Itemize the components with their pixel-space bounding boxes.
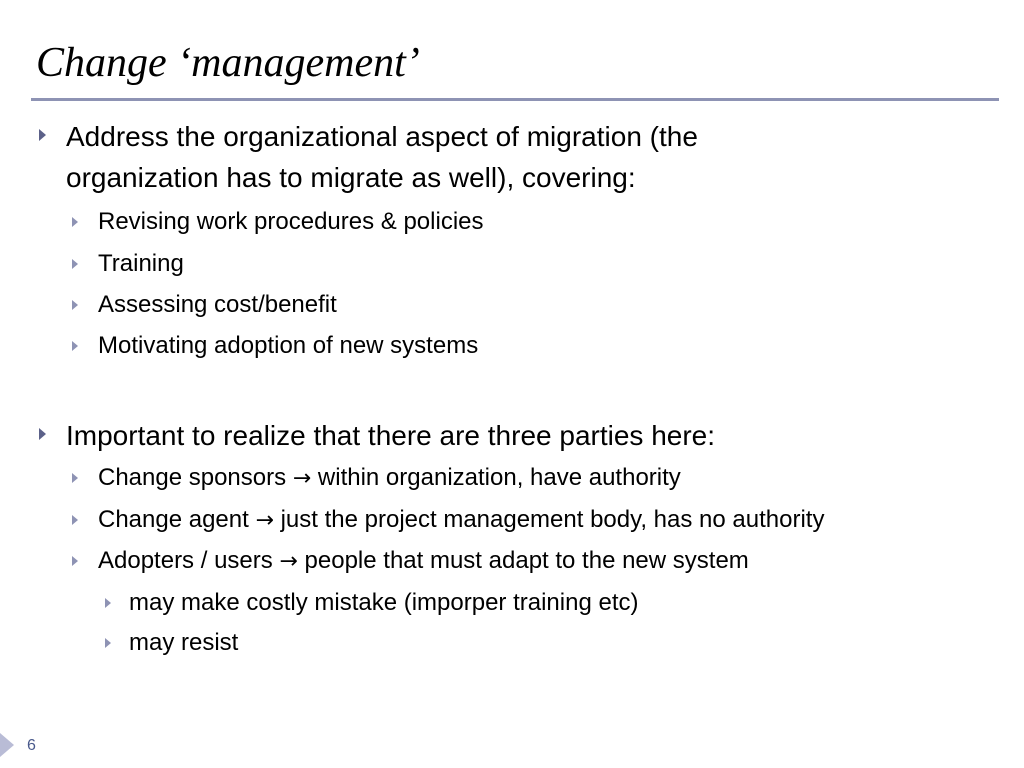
sub-bullet-text: Motivating adoption of new systems [98,332,479,359]
page-number: 6 [27,737,36,754]
sub-sub-bullet-may-resist [129,629,238,657]
sub-bullet-assessing [98,291,337,319]
bullet-text: Important to realize that there are three parties here: [66,420,716,451]
party-term: Change sponsors [98,464,287,491]
sub-sub-bullet-text: may make costly mistake (imporper training etc) [129,589,639,616]
sub-sub-bullet-text: may resist [129,629,239,656]
sub-bullet-motivating [98,332,478,360]
sub-bullet-training [98,250,184,278]
bullet-arrow-icon [105,638,111,648]
sub-bullet-text: Assessing cost/benefit [98,291,337,318]
party-desc: people that must adapt to the new system [304,547,749,574]
sub-bullet-text: Revising work procedures & policies [98,208,484,235]
bullet-arrow-icon [72,515,78,525]
bullet-text-line-1: Address the organizational aspect of migration (the [66,121,698,152]
bullet-arrow-icon [105,598,111,608]
sub-bullet-text: Training [98,250,184,277]
right-arrow-icon: → [255,508,274,533]
sub-bullet-adopters [98,547,749,576]
bullet-arrow-icon [72,300,78,310]
bullet-address-organizational [66,116,698,198]
bullet-arrow-icon [72,259,78,269]
slide-title: Change ‘management’ [36,40,420,86]
bullet-arrow-icon [72,217,78,227]
bullet-arrow-icon [72,556,78,566]
bullet-arrow-icon [39,428,46,440]
bullet-arrow-icon [72,341,78,351]
party-desc: within organization, have authority [317,464,681,491]
sub-bullet-change-agent [98,506,824,535]
sub-bullet-revising [98,208,484,236]
page-triangle-icon [0,733,14,757]
right-arrow-icon: → [292,466,312,491]
bullet-arrow-icon [39,129,46,141]
title-divider [31,98,999,101]
party-desc: just the project management body, has no authority [280,506,825,533]
bullet-three-parties [66,415,715,456]
sub-sub-bullet-costly-mistake [129,589,638,617]
bullet-arrow-icon [72,473,78,483]
right-arrow-icon: → [279,549,298,574]
party-term: Adopters / users [98,547,273,574]
bullet-text-line-2: organization has to migrate as well), covering: [66,162,636,193]
party-term: Change agent [98,506,249,533]
sub-bullet-change-sponsors [98,464,681,493]
